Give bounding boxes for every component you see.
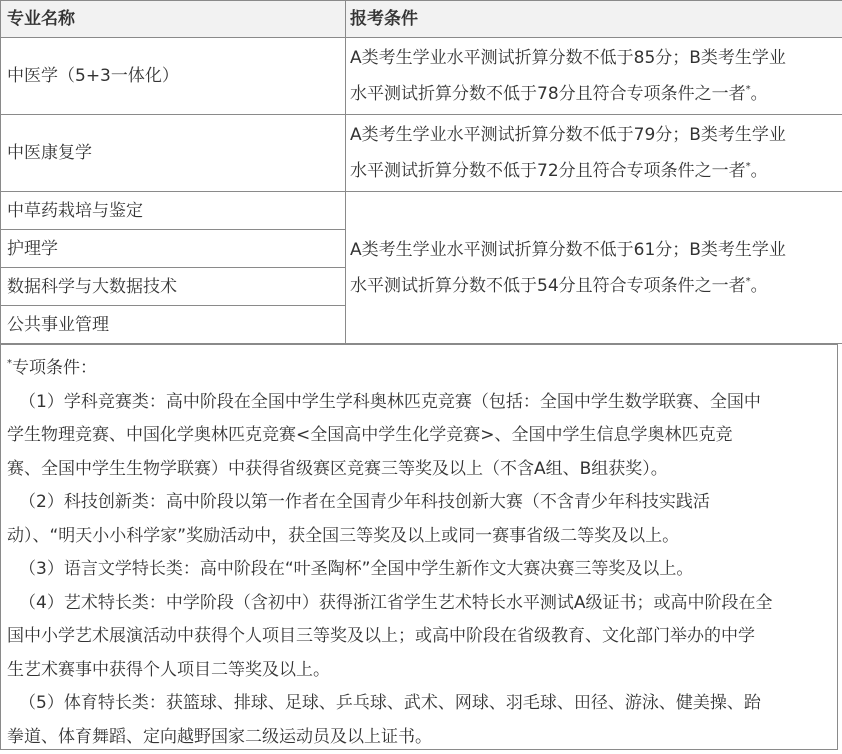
- header-requirements: 报考条件: [346, 1, 842, 38]
- notes-title-text: 专项条件：: [12, 358, 97, 378]
- table-row: [1, 192, 842, 230]
- special-conditions-notes: [0, 344, 838, 750]
- major-cell: 中医学（5+3一体化）: [1, 38, 346, 115]
- notes-line: 国中小学艺术展演活动中获得个人项目三等奖及以上；或高中阶段在省级教育、文化部门举办的中学: [7, 620, 833, 654]
- notes-line: （3）语言文学特长类：高中阶段在“叶圣陶杯”全国中学生新作文大赛决赛三等奖及以上。: [7, 553, 833, 587]
- major-cell: 数据科学与大数据技术: [1, 268, 346, 306]
- requirement-line: A类考生学业水平测试折算分数不低于85分；B类考生学业: [350, 40, 837, 76]
- notes-line: （5）体育特长类：获篮球、排球、足球、乒乓球、武术、网球、羽毛球、田径、游泳、健美操、跆: [7, 687, 833, 721]
- notes-line: （1）学科竞赛类：高中阶段在全国中学生学科奥林匹克竞赛（包括：全国中学生数学联赛、全国中: [7, 386, 833, 420]
- requirement-period: 。: [751, 276, 768, 296]
- requirement-period: 。: [751, 84, 768, 104]
- requirement-cell: [346, 38, 842, 115]
- notes-line: 动）、“明天小小科学家”奖励活动中，获全国三等奖及以上或同一赛事省级二等奖及以上。: [7, 520, 833, 554]
- footnote-mark: *: [746, 276, 751, 287]
- requirement-text: 水平测试折算分数不低于78分且符合专项条件之一者: [350, 84, 746, 104]
- requirement-line: [350, 268, 837, 304]
- requirement-line: [350, 153, 837, 189]
- footnote-mark: *: [746, 161, 751, 172]
- notes-title: [7, 352, 833, 386]
- table-row: [1, 38, 842, 115]
- notes-line: （2）科技创新类：高中阶段以第一作者在全国青少年科技创新大赛（不含青少年科技实践活: [7, 486, 833, 520]
- major-cell: 中医康复学: [1, 115, 346, 192]
- notes-line: 赛、全国中学生生物学联赛）中获得省级赛区竞赛三等奖及以上（不含A组、B组获奖）。: [7, 453, 833, 487]
- notes-line: 学生物理竞赛、中国化学奥林匹克竞赛<全国高中学生化学竞赛>、全国中学生信息学奥林匹克竞: [7, 419, 833, 453]
- notes-line: 生艺术赛事中获得个人项目二等奖及以上。: [7, 654, 833, 688]
- requirement-line: [350, 76, 837, 112]
- requirement-line: A类考生学业水平测试折算分数不低于79分；B类考生学业: [350, 117, 837, 153]
- requirement-text: 水平测试折算分数不低于54分且符合专项条件之一者: [350, 276, 746, 296]
- major-cell: 公共事业管理: [1, 306, 346, 344]
- major-cell: 中草药栽培与鉴定: [1, 192, 346, 230]
- footnote-mark: *: [7, 358, 12, 369]
- header-major-name: 专业名称: [1, 1, 346, 38]
- major-cell: 护理学: [1, 230, 346, 268]
- requirement-cell: [346, 115, 842, 192]
- table-header-row: [1, 1, 842, 38]
- notes-line: 拳道、体育舞蹈、定向越野国家二级运动员及以上证书。: [7, 721, 833, 754]
- requirements-table: [0, 0, 842, 344]
- footnote-mark: *: [746, 84, 751, 95]
- requirement-period: 。: [751, 161, 768, 181]
- requirement-text: 水平测试折算分数不低于72分且符合专项条件之一者: [350, 161, 746, 181]
- notes-line: （4）艺术特长类：中学阶段（含初中）获得浙江省学生艺术特长水平测试A级证书；或高中阶段在全: [7, 587, 833, 621]
- requirement-line: A类考生学业水平测试折算分数不低于61分；B类考生学业: [350, 232, 837, 268]
- table-row: [1, 115, 842, 192]
- requirement-cell-shared: [346, 192, 842, 344]
